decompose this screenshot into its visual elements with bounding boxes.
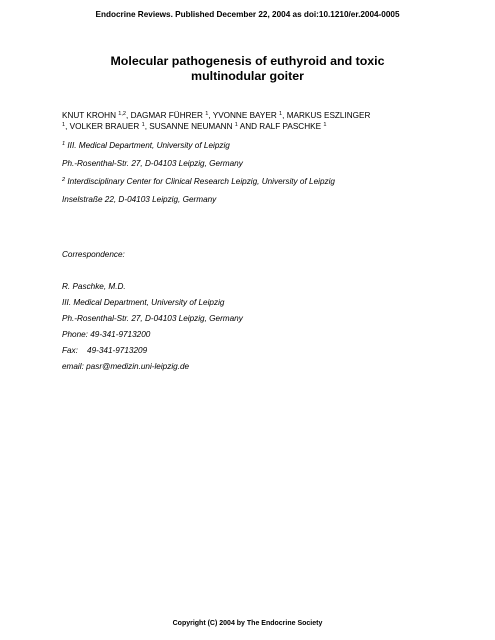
author-list (62, 110, 442, 132)
paper-title-line-2: multinodular goiter (191, 69, 304, 83)
affiliation-text: Interdisciplinary Center for Clinical Research Leipzig, University of Leipzig (65, 177, 335, 186)
affiliation-mark: 1 (62, 141, 66, 147)
author-affiliation-mark: 1 (323, 122, 327, 128)
affiliation-2-line-2: Inselstraße 22, D-04103 Leipzig, Germany (62, 195, 217, 204)
correspondence-fax: Fax: 49-341-9713209 (62, 346, 148, 355)
affiliation-text: III. Medical Department, University of Leipzig (65, 141, 230, 150)
correspondence-phone: Phone: 49-341-9713200 (62, 330, 151, 339)
affiliation-mark: 2 (62, 177, 66, 183)
correspondence-email: email: pasr@medizin.uni-leipzig.de (62, 362, 190, 371)
author-affiliation-mark: 1 (279, 111, 283, 117)
author-affiliation-mark: 1 (62, 122, 66, 128)
paper-title (0, 54, 495, 84)
correspondence-name: R. Paschke, M.D. (62, 282, 126, 291)
paper-title-line-1: Molecular pathogenesis of euthyroid and toxic (110, 54, 385, 68)
author-name: , SUSANNE NEUMANN (144, 122, 233, 131)
author-affiliation-mark: 1 (205, 111, 209, 117)
affiliation-1-line-1 (62, 141, 230, 150)
copyright-footer: Copyright (C) 2004 by The Endocrine Society (172, 620, 323, 627)
correspondence-address: Ph.-Rosenthal-Str. 27, D-04103 Leipzig, Germany (62, 314, 243, 323)
correspondence-department: III. Medical Department, University of Leipzig (62, 298, 225, 307)
author-affiliation-mark: 1 (141, 122, 145, 128)
author-affiliation-mark: 1,2 (118, 111, 127, 117)
author-name: , DAGMAR FÜHRER (126, 111, 203, 120)
author-name: , YVONNE BAYER (208, 111, 277, 120)
journal-citation-header: Endocrine Reviews. Published December 22, 2004 as doi:10.1210/er.2004-0005 (95, 10, 400, 19)
affiliation-1-line-2: Ph.-Rosenthal-Str. 27, D-04103 Leipzig, Germany (62, 159, 243, 168)
author-name: , MARKUS ESZLINGER (282, 111, 371, 120)
author-affiliation-mark: 1 (234, 122, 238, 128)
author-name: KNUT KROHN (62, 111, 116, 120)
affiliation-2-line-1 (62, 177, 335, 186)
author-name: , VOLKER BRAUER (65, 122, 140, 131)
author-name: AND RALF PASCHKE (237, 122, 322, 131)
correspondence-heading: Correspondence: (62, 250, 125, 259)
